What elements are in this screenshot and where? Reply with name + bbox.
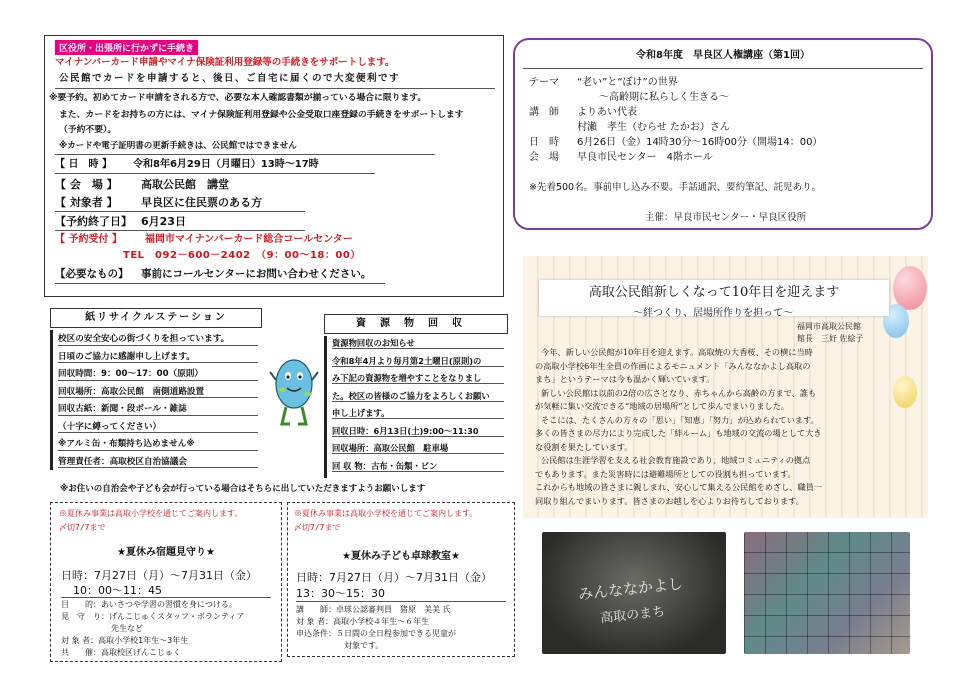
lecture-organizer: 主催：早良市民センター・早良区役所 [645,212,807,223]
summer2-deadline: 〆切7/7まで [294,523,341,532]
note-support: また、カードをお持ちの方には、マイナ保険証利用登録や公金受取口座登録の手続きをサポートします [59,110,464,120]
balloon-icon [893,376,917,408]
photo-text: みんななかよし [577,574,684,604]
divider [55,173,375,174]
summer2-note: ※夏休み事業は高取小学校を通じてご案内します。 [294,509,478,518]
need-value: 事前にコールセンターにお問い合わせください。 [141,268,372,280]
article-author: 館長 三好 佐絵子 [797,334,864,343]
mascot-illustration [268,350,320,430]
recycle-row: 管理責任者：高取校区自治協議会 [58,457,258,469]
lecturer-label: 講 師 [529,107,559,118]
summer-tabletennis-box [287,502,515,657]
divider [55,230,305,231]
headline: マイナンバーカード申請やマイナ保険証利用登録等の手続きをサポートします。 [55,57,395,68]
summer2-title: ★夏休み子ども卓球教室★ [342,551,460,562]
article-paragraph-line: 新しい公民館は以前の2倍の広さとなり、赤ちゃんから高齢の方まで、誰も [541,387,817,398]
summer1-title: ★夏休み宿題見守り★ [117,547,215,558]
lecture-venue-value: 早良市民センター 4階ホール [577,152,713,163]
summer2-cond2: 対象です。 [344,641,384,650]
venue-value: 高取公民館 講堂 [141,178,229,191]
summer1-target: 対 象 者：高取小学校1年生～3年生 [61,636,189,645]
lecture-date-value: 6月26日（金）14時30分～16時00分（開場14：00） [577,137,823,148]
summer1-time: 10：00～11：45 [73,584,162,597]
summer-homework-box [50,502,282,662]
note-support-b: （予約不要）。 [59,125,117,135]
divider [55,283,385,284]
lecture-title: 令和8年度 早良区人権講座（第1回） [636,50,810,61]
resource-row: み下記の資源物を増やすことをなりまし [332,373,504,384]
article-paragraph-line: の高取小学校6年生全員の作画によるモニュメント「みんななかよし高取の [535,360,811,371]
article-paragraph-line: 今年、新しい公民館が10年目を迎えます。高取焼の大香桜、その横に当時 [541,347,813,357]
reserve-label: 【 予約受付 】 [55,234,122,245]
date-value: 令和8年6月29日（月曜日）13時～17時 [133,159,319,170]
lecture-venue-label: 会 場 [529,152,559,163]
mascot-icon [268,350,320,430]
article-paragraph-line: 公民館は生涯学習を支える社会教育施設であり、地域コミュニティの拠点 [541,455,811,465]
theme-label: テーマ [529,77,559,88]
photo-text: 高取のまち [599,604,666,627]
lecture-date-label: 日 時 [529,137,559,148]
note-renewal: ※カードや電子証明書の更新手続きは、公民館ではできません [59,141,297,151]
article-paragraph-line: そこには、たくさんの方々の「思い」「知恵」「努力」が込められています。 [541,414,819,425]
recycle-row: 回収時間：9：00～17：00（原則） [58,369,258,381]
resource-row: 回収日時：6月13日(土)9:00～11:30 [332,426,504,437]
summer2-time: 13：30～15：30 [296,587,385,600]
tile-wall-photo [744,532,910,654]
bar-decor [324,336,327,478]
summer1-watch2: 先生など [111,624,143,633]
recycle-row: （十字に縛ってください） [58,422,258,434]
article-paragraph-line: これからも地域の皆さまに親しまれ、安心して集える公民館をめざし、職員一 [535,482,823,492]
divider [55,211,305,212]
venue-label: 【 会 場 】 [55,178,118,191]
resource-row: た。校区の皆様のご協力をよろしくお願い [332,391,504,402]
article-subtitle: ～絆つくり、居場所作りを担って～ [633,308,793,319]
resource-row: 令和8年4月より毎月第2土曜日(原則)の [332,356,504,367]
recycle-row: 回収場所：高取公民館 南側道路設置 [58,387,258,399]
article-org: 福岡市高取公民館 [797,322,861,331]
target-label: 【 対象者 】 [55,196,118,209]
summer2-cond: 申込条件：５日間の全日程参加できる児童が [296,629,456,638]
lecturer-line2: 村瀬 孝生（むらせ たかお）さん [577,122,730,133]
recycle-station [50,308,262,472]
resource-row: 回 収 物：古布・缶類・ビン [332,461,504,472]
summer2-lecturer: 講 師：卓球公認審判員 猪原 美美 氏 [296,605,451,614]
article-paragraph-line: な役割を果たしています。 [535,441,633,452]
recycle-row: ※アルミ缶・布類持ち込めません※ [58,439,258,451]
middle-note: ※お住いの自治会や子ども会が行っている場合はそちらに出していただきますようお願いします [60,484,426,494]
summer2-date: 日時：7月27日（月）～7月31日（金） [296,571,492,584]
resource-row: 回収場所：高取公民館 駐車場 [332,443,504,454]
article-paragraph-line: 多くの皆さまの尽力により完成した「絆ルーム」も地域の交流の場として大き [535,428,822,438]
resource-row: 申し上げます。 [332,408,504,419]
lecture-note: ※先着500名。事前申し込み不要。手話通訳、要約筆記、託児あり。 [529,182,822,193]
divider [61,597,271,598]
resource-title: 資源物回収 [324,314,508,334]
summer1-note: ※夏休み事業は高取小学校を通じてご案内します。 [59,509,243,518]
deadline-value: 6月23日 [141,215,186,228]
article-title: 高取公民館新しくなって10年目を迎えます [588,285,840,300]
tel-number: TEL 092－600－2402 （9：00～18：00） [123,250,361,261]
need-label: 【必要なもの】 [55,268,129,280]
summer1-purpose: 目 的：あいさつや学習の習慣を身につける。 [61,600,237,609]
monument-photo [542,532,726,654]
summer1-cohost: 共 催：高取校区げんこじゅく [61,648,181,657]
theme-line2: ～高齢期に私らしく生きる～ [599,92,729,103]
summer1-date: 日時：7月27日（月）～7月31日（金） [61,569,257,582]
article-background [523,256,928,518]
divider [55,88,495,89]
lead-text: 公民館でカードを申請すると、後日、ご自宅に届くので大変便利です [59,73,401,84]
section-tag: 区役所・出張所に行かずに手続き [55,40,198,55]
lecture-box [513,38,933,230]
reserve-value: 福岡市マイナンバーカード総合コールセンター [145,234,353,245]
summer1-watch: 見 守 り：げんこじゅくスタッフ・ボランティア [61,612,245,621]
summer2-target: 対 象 者：高取小学校４年生～６年生 [296,617,430,626]
divider [55,154,435,155]
recycle-row: 回収古紙：新聞・段ボール・雑誌 [58,404,258,416]
article-paragraph-line: でもあります。また災害時には避難場所としての役割も担っています。 [535,468,796,479]
recycle-row: 日頃のご協力に感謝申し上げます。 [58,352,258,364]
mynumber-section [44,35,504,297]
bar-decor [50,330,53,470]
date-label: 【 日 時 】 [55,159,112,170]
divider [523,68,923,69]
recycle-title: 紙リサイクルステーション [50,308,262,328]
theme-line1: “老い”と“ぼけ”の世界 [577,77,678,88]
article-paragraph-line: 同取り組んでまいります。皆さまのお越しを心よりお待ちしております。 [535,495,804,506]
resource-row: 資源物回収のお知らせ [332,338,504,349]
lecturer-line1: よりあい代表 [577,107,637,118]
resource-collection [324,314,508,480]
target-value: 早良区に住民票のある方 [141,196,262,209]
article-paragraph-line: まち」というテーマは今も温かく輝いています。 [535,374,715,384]
summer1-deadline: 〆切7/7まで [59,523,106,532]
note-reserve: ※要予約。初めてカード申請をされる方で、必要な本人確認書類が揃っている場合に限ります。 [49,93,427,103]
divider [296,601,506,602]
article-paragraph-line: が気軽に集い交流できる“地域の居場所”として歩んでまいりました。 [535,401,789,411]
recycle-row: 校区の安全安心の街づくりを担っています。 [58,334,258,346]
deadline-label: 【予約終了日】 [55,215,132,228]
